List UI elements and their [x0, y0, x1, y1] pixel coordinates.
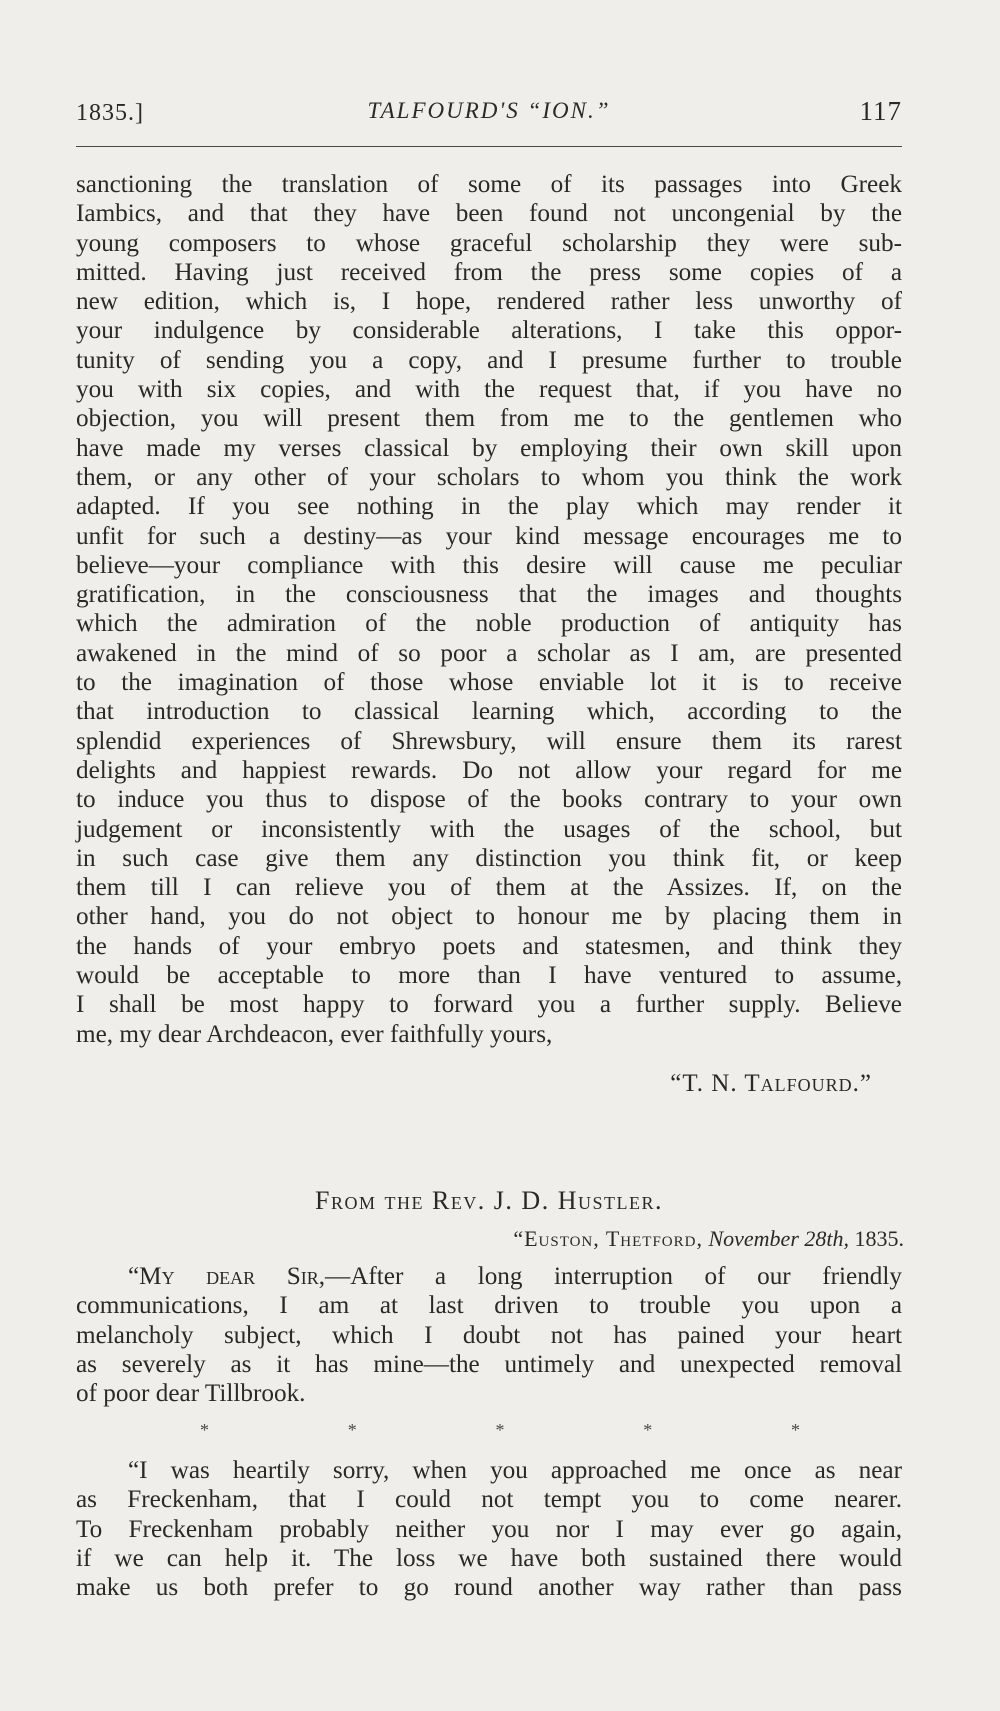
section-heading: From the Rev. J. D. Hustler.: [315, 1186, 663, 1215]
salutation: “My dear Sir,: [128, 1263, 326, 1290]
text-line: communications, I am at last driven to trouble you upon a: [76, 1292, 902, 1320]
text-line: you with six copies, and with the request that, if you have no: [76, 376, 902, 404]
text-line: to the imagination of those whose enviable lot it is to receive: [76, 669, 902, 697]
text-line: adapted. If you see nothing in the play which may render it: [76, 493, 902, 521]
text-line: melancholy subject, which I doubt not has pained your heart: [76, 1321, 902, 1349]
text-line: them, or any other of your scholars to whom you think the work: [76, 463, 902, 491]
star: *: [643, 1420, 653, 1440]
text-line: believe—your compliance with this desire will cause me peculiar: [76, 551, 902, 579]
text-line: young composers to whose graceful scholarship they were sub-: [76, 229, 902, 257]
letter-hustler-continued: [76, 1456, 902, 1602]
text-line: To Freckenham probably neither you nor I may ever go again,: [76, 1515, 902, 1543]
dateline-date: November 28th,: [708, 1226, 849, 1251]
text-line: would be acceptable to more than I have ventured to assume,: [76, 962, 902, 990]
signature-talfourd: “T. N. Talfourd.”: [670, 1070, 872, 1097]
header-year: 1835.]: [76, 100, 144, 126]
first-line-rest: —After a long interruption of our friendly: [325, 1263, 902, 1290]
header-title: TALFOURD'S “ION.”: [367, 98, 611, 123]
text-line: [76, 1262, 902, 1291]
running-header: [76, 92, 902, 132]
text-line: sanctioning the translation of some of its passages into Greek: [76, 171, 902, 198]
text-line: “I was heartily sorry, when you approached me once as near: [128, 1457, 902, 1484]
text-line: gratification, in the consciousness that the images and thoughts: [76, 581, 902, 609]
text-line: have made my verses classical by employing their own skill upon: [76, 434, 902, 462]
text-line: as severely as it has mine—the untimely and unexpected removal: [76, 1350, 902, 1378]
text-line: awakened in the mind of so poor a scholar as I am, are presented: [76, 639, 902, 667]
text-line: new edition, which is, I hope, rendered rather less unworthy of: [76, 288, 902, 316]
star: *: [347, 1420, 357, 1440]
text-line: in such case give them any distinction you think fit, or keep: [76, 844, 902, 872]
dateline: [513, 1226, 904, 1252]
header-rule: [76, 146, 902, 147]
text-line: Iambics, and that they have been found not uncongenial by the: [76, 200, 902, 228]
text-line: I shall be most happy to forward you a further supply. Believe: [76, 991, 902, 1019]
text-line: objection, you will present them from me to the gentlemen who: [76, 405, 902, 433]
text-line: to induce you thus to dispose of the books contrary to your own: [76, 786, 902, 814]
text-line: as Freckenham, that I could not tempt you to come nearer.: [76, 1486, 902, 1514]
text-line: mitted. Having just received from the press some copies of a: [76, 258, 902, 286]
page-number: 117: [859, 96, 902, 126]
text-line: splendid experiences of Shrewsbury, will ensure them its rarest: [76, 727, 902, 755]
text-line: other hand, you do not object to honour me by placing them in: [76, 903, 902, 931]
text-line: delights and happiest rewards. Do not allow your regard for me: [76, 756, 902, 784]
text-line: unfit for such a destiny—as your kind message encourages me to: [76, 522, 902, 550]
text-line: that introduction to classical learning which, according to the: [76, 698, 902, 726]
text-line: them till I can relieve you of them at the Assizes. If, on the: [76, 874, 902, 902]
text-line: judgement or inconsistently with the usages of the school, but: [76, 815, 902, 843]
star: *: [495, 1420, 505, 1440]
letter-talfourd-body: [76, 170, 902, 1049]
text-line: if we can help it. The loss we have both sustained there would: [76, 1544, 902, 1572]
ellipsis-stars: [200, 1420, 800, 1441]
text-line: which the admiration of the noble production of antiquity has: [76, 610, 902, 638]
text-line: of poor dear Tillbrook.: [76, 1380, 306, 1408]
dateline-place: “Euston, Thetford,: [513, 1226, 703, 1251]
star: *: [791, 1420, 800, 1440]
text-line: me, my dear Archdeacon, ever faithfully yours,: [76, 1020, 553, 1048]
text-line: tunity of sending you a copy, and I presume further to trouble: [76, 346, 902, 374]
dateline-year: 1835.: [854, 1226, 904, 1251]
star: *: [200, 1420, 209, 1440]
text-line: your indulgence by considerable alterations, I take this oppor-: [76, 317, 902, 345]
letter-hustler-body: [76, 1262, 902, 1408]
text-line: the hands of your embryo poets and statesmen, and think they: [76, 932, 902, 960]
text-line: make us both prefer to go round another way rather than pass: [76, 1574, 902, 1602]
